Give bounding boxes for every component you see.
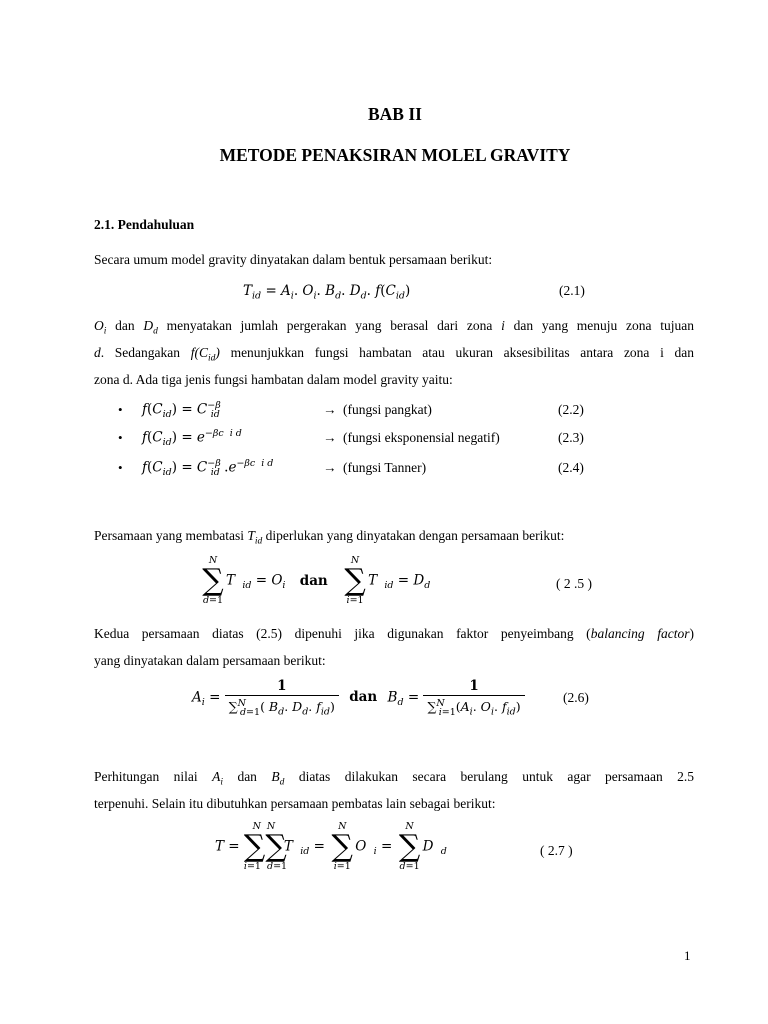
equation-number: (2.3) (558, 430, 584, 445)
distance-function-power: $f(C_{id}) = C^{-\beta}_{id}$ (142, 400, 221, 421)
list-item (118, 458, 718, 482)
paragraph-line: d. Sedangakan $f(C_{id})$ menunjukkan fungsi hambatan atau ukuran aksesibilitas antara zona i dan (94, 345, 695, 364)
equation-number-2-1: (2.1) (559, 283, 585, 298)
paragraph-line: Kedua persamaan diatas (2.5) dipenuhi jika digunakan faktor penyeimbang (balancing factor) (94, 626, 695, 641)
section-heading: 2.1. Pendahuluan (94, 217, 195, 232)
paragraph-line: Persamaan yang membatasi $T_{id}$ diperlukan yang dinyatakan dengan persamaan berikut: (94, 528, 565, 547)
arrow-icon: → (323, 402, 337, 417)
summation-symbol: N ∑ i=1 (344, 555, 366, 606)
equation-2-1: $T_{id} = A_i$. $O_i$. $B_d$. $D_d$. $f(C_{id})$ (243, 283, 411, 302)
bullet-icon: • (118, 460, 123, 475)
bullet-icon: • (118, 430, 123, 445)
function-description: (fungsi Tanner) (343, 460, 427, 475)
chapter-title: METODE PENAKSIRAN MOLEL GRAVITY (219, 145, 571, 165)
equation-2-6: $A_i$ = $\frac{1}{\sum^N_{d=1}( B_d. D_d. f_{id})}$ dan $B_d$ = $\frac{1}{\sum^N_{i=1}(A_i. O_i. f_{id})}$ (192, 678, 525, 718)
arrow-icon: → (323, 430, 337, 445)
fraction: $\frac{1}{\sum^N_{d=1}( B_d. D_d. f_{id})}$ (225, 678, 339, 718)
distance-function-exponential: $f(C_{id}) = e^{-\beta c i d}$ (142, 428, 242, 449)
fraction: $\frac{1}{\sum^N_{i=1}(A_i. O_i. f_{id})}$ (423, 678, 524, 718)
function-description: (fungsi pangkat) (343, 402, 432, 417)
paragraph-line: $O_i$ dan $D_d$ menyatakan jumlah pergerakan yang berasal dari zona i dan yang menuju zona tujuan (94, 318, 694, 337)
summation-symbol: N ∑ d=1 (398, 821, 421, 872)
equation-number: (2.4) (558, 460, 584, 475)
intro-paragraph: Secara umum model gravity dinyatakan dalam bentuk persamaan berikut: (94, 252, 493, 267)
arrow-icon: → (323, 460, 337, 475)
paragraph-line: yang dinyatakan dalam persamaan berikut: (94, 653, 326, 668)
function-description: (fungsi eksponensial negatif) (343, 430, 500, 445)
list-item (118, 428, 718, 452)
paragraph-line: Perhitungan nilai $A_i$ dan $B_d$ diatas dilakukan secara berulang untuk agar persamaan 2.5 (94, 769, 695, 788)
chapter-heading: BAB II (368, 104, 422, 124)
summation-symbol: N ∑ i=1 (331, 821, 353, 872)
paragraph-line: zona d. Ada tiga jenis fungsi hambatan dalam model gravity yaitu: (94, 372, 453, 387)
list-item (118, 400, 718, 424)
summation-symbol: N ∑ d=1 (202, 555, 224, 606)
paragraph-line: terpenuhi. Selain itu dibutuhkan persamaan pembatas lain sebagai berikut: (94, 796, 496, 811)
equation-number-2-7: ( 2.7 ) (540, 843, 573, 858)
double-summation-symbol: N N ∑∑ i=1 d=1 (243, 821, 288, 872)
page-number: 1 (684, 948, 691, 963)
bullet-icon: • (118, 402, 123, 417)
equation-number-2-6: (2.6) (563, 690, 589, 705)
equation-number-2-5: ( 2 .5 ) (556, 576, 592, 591)
equation-2-7: T = N N ∑∑ i=1 d=1 T $_{id}$ = N ∑ i=1 O $_i$ = N ∑ d=1 D $_d$ (215, 821, 447, 872)
equation-number: (2.2) (558, 402, 584, 417)
equation-2-5: N ∑ d=1 T $_{id} = O_i$ dan N ∑ i=1 T $_{id} = D_d$ (200, 556, 430, 606)
distance-function-tanner: $f(C_{id}) = C^{-\beta}_{id}$ $.e^{-\beta c i d}$ (142, 458, 274, 479)
